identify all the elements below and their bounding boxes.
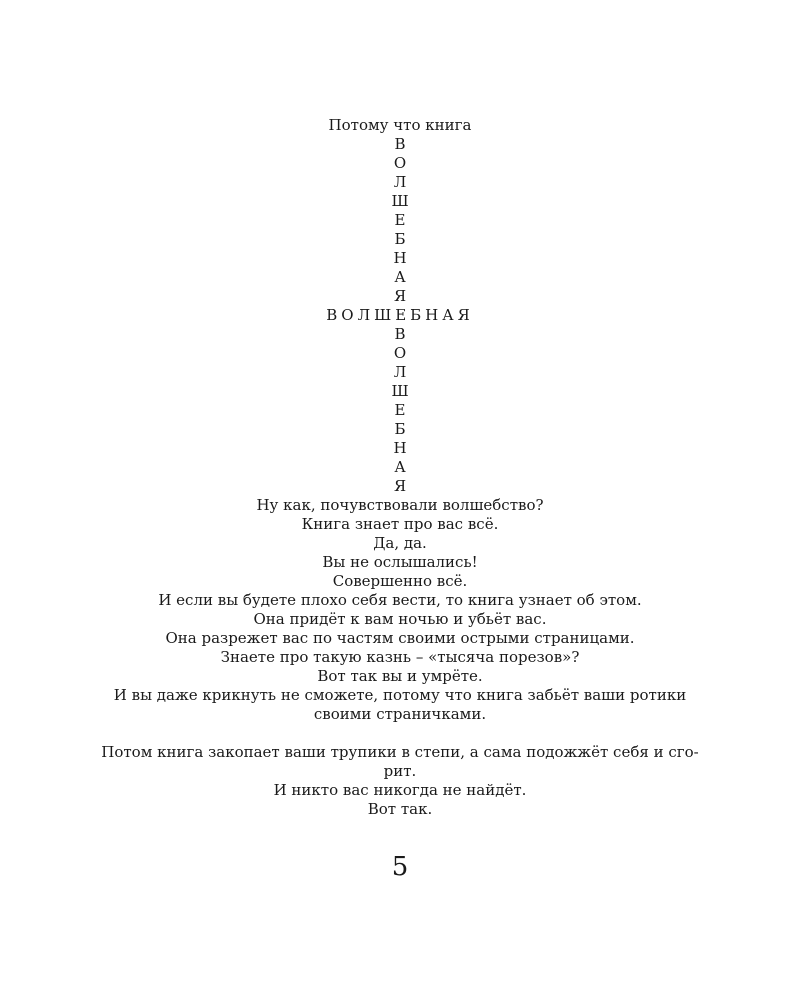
text-line: И если вы будете плохо себя вести, то книга узнает об этом. (158, 591, 642, 609)
vertical-letter: О (393, 154, 407, 172)
vertical-letter: Я (393, 287, 407, 305)
paragraph-gap (0, 724, 800, 743)
page-number: 5 (391, 852, 409, 882)
vertical-letter: В (394, 135, 406, 153)
vertical-letter: А (394, 268, 406, 286)
text-line: Потом книга закопает ваши трупики в степи, а сама подожжёт себя и сго- (101, 743, 699, 761)
vertical-letter: Ш (391, 192, 409, 210)
vertical-letter: Б (394, 420, 406, 438)
book-page-text (0, 116, 800, 819)
text-line: Вот так вы и умрёте. (317, 667, 483, 685)
vertical-letter: Е (394, 401, 406, 419)
text-line: Вы не ослышались! (322, 553, 478, 571)
text-line: Знаете про такую казнь – «тысяча порезов»? (220, 648, 580, 666)
text-line: Ну как, почувствовали волшебство? (256, 496, 544, 514)
vertical-letter: Е (394, 211, 406, 229)
vertical-letter: Я (393, 477, 407, 495)
text-line: Совершенно всё. (332, 572, 468, 590)
vertical-letter: Л (393, 173, 407, 191)
text-line: И никто вас никогда не найдёт. (273, 781, 527, 799)
vertical-letter: Н (393, 249, 407, 267)
vertical-letter: Л (393, 363, 407, 381)
vertical-letter: Б (394, 230, 406, 248)
vertical-letter: Н (393, 439, 407, 457)
vertical-letter: В (394, 325, 406, 343)
text-line: Она придёт к вам ночью и убьёт вас. (253, 610, 547, 628)
intro-line: Потому что книга (328, 116, 472, 134)
horizontal-word: ВОЛШЕБНАЯ (326, 306, 474, 324)
text-line: своими страничками. (313, 705, 487, 723)
text-line: Книга знает про вас всё. (301, 515, 499, 533)
vertical-letter: Ш (391, 382, 409, 400)
text-line: Вот так. (367, 800, 433, 818)
vertical-letter: А (394, 458, 406, 476)
text-line: рит. (383, 762, 417, 780)
text-line: Она разрежет вас по частям своими острыми страницами. (165, 629, 635, 647)
text-line: Да, да. (373, 534, 427, 552)
vertical-letter: О (393, 344, 407, 362)
text-line: И вы даже крикнуть не сможете, потому что книга забьёт ваши ротики (113, 686, 687, 704)
